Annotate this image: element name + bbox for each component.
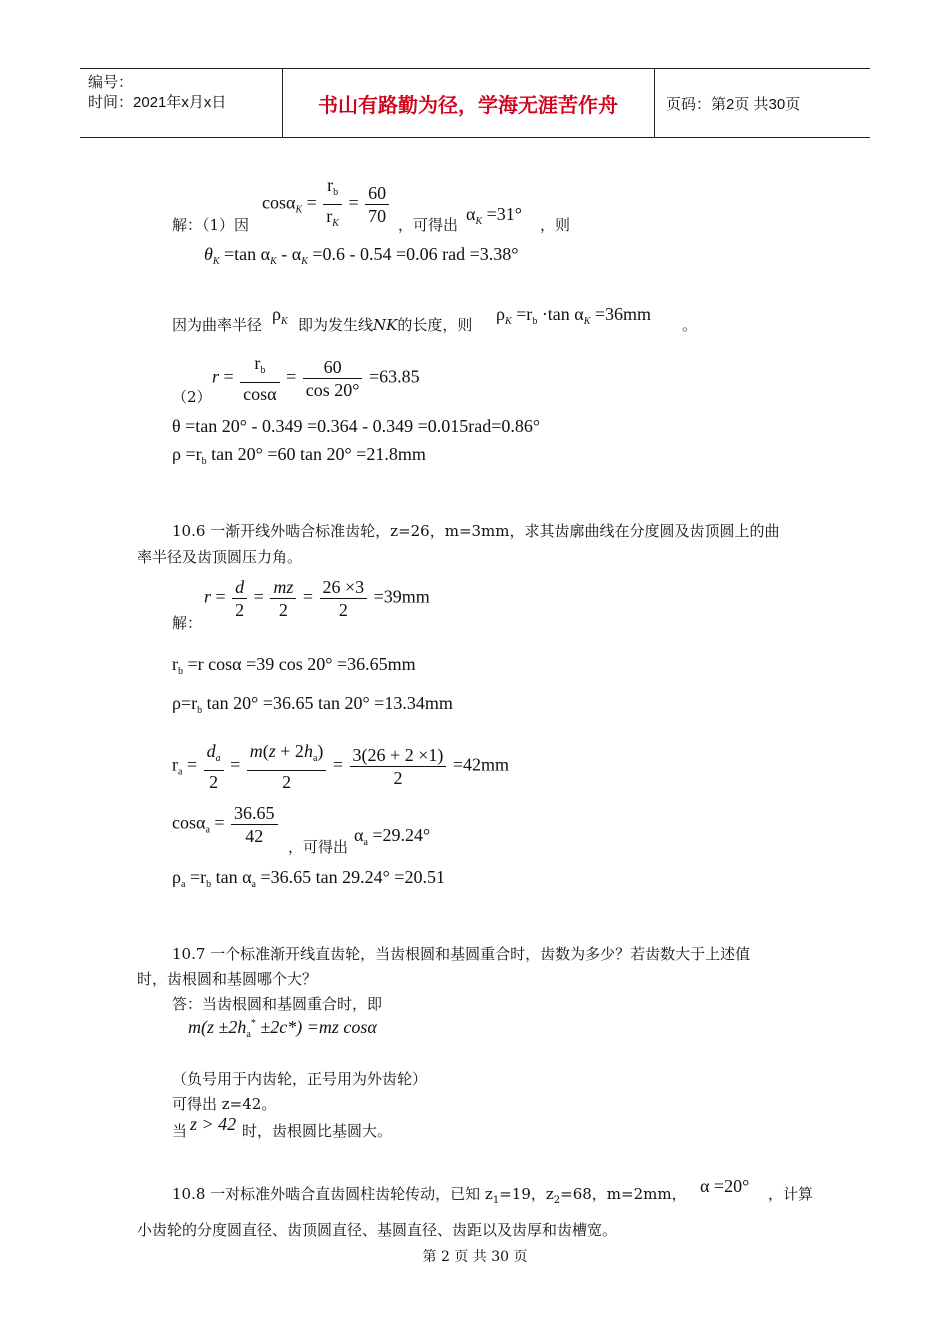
theta-formula: θ =tan 20° - 0.349 =0.364 - 0.349 =0.015rad=0.86° xyxy=(172,416,541,436)
period: 。 xyxy=(682,316,698,334)
rhoK-formula: $\rho_K =r_b \cdot\tan$ $\alpha_K =36mm$ xyxy=(496,304,652,327)
q108-calc: ，计算 xyxy=(768,1185,814,1203)
q106-rho-a-formula: $\rho_a =r_b$ $\tan \alpha_a =36.65$ tan 29.24° =20.51 xyxy=(172,867,445,890)
q106-cos-alpha-a: cosα$_a$ = $\frac{36.65}{42}$ xyxy=(172,802,280,847)
q106-ra-formula: $r_a$ = $\frac{d_a}{2}$ = $\frac{m(z + 2h_a)}{2}$ = $\frac{3(26 + 2 \times 1)}{2}$ =42mm xyxy=(172,741,509,792)
q107-when: 当 xyxy=(172,1122,188,1140)
page-footer: 第 2 页 共 30 页 xyxy=(422,1249,528,1265)
q106-solve-label: 解： xyxy=(172,614,203,632)
q106-can-get: ，可得出 xyxy=(288,838,349,856)
then-text: ，则 xyxy=(540,216,571,234)
q107-line1: 10.7 一个标准渐开线直齿轮，当齿根圆和基圆重合时，齿数为多少？若齿数大于上述值 xyxy=(172,945,751,963)
q107-line2: 时，齿根圆和基圆哪个大？ xyxy=(137,970,318,988)
solve1-label: 解：（1）因 xyxy=(172,216,250,234)
cos-alphaK-formula: cosα$_K$ = $\frac{r_b}{r_K}$ = $\frac{60}{70}$ xyxy=(262,174,391,235)
part2-label: （2） xyxy=(172,388,212,406)
header-divider xyxy=(654,69,655,137)
q106-r-formula: r = $\frac{d}{2}$ = $\frac{mz}{2}$ = $\frac{26 \times 3}{2}$ =39mm xyxy=(204,577,430,620)
rho-formula: $\rho =r_b$ tan 20° =60 tan 20° =21.8mm xyxy=(172,444,426,467)
header-motto: 书山有路勤为径，学海无涯苦作舟 xyxy=(318,93,618,117)
q107-conclusion: 时，齿根圆比基圆大。 xyxy=(242,1122,393,1140)
header-meta xyxy=(88,73,226,113)
q107-formula: $m(z \pm 2h_a^* \pm 2c*) =mz$ cosα xyxy=(188,1017,377,1040)
q107-condition: z > 42 xyxy=(190,1114,237,1134)
q106-rho-formula: $\rho=r_b$ tan 20° =36.65 tan 20° =13.34mm xyxy=(172,693,453,716)
time-label: 时间：2021年x月x日 xyxy=(88,94,227,111)
r-formula: r = $\frac{r_b}{\cos\alpha}$ = $\frac{60}{\cos 20^\circ}$ =63.85 xyxy=(212,353,420,404)
theta-K-formula: $\theta_K =\tan$ $\alpha_K - \alpha_K =0.6 - 0.54 =0.06$ rad =3.38° xyxy=(204,244,519,267)
header-page-info: 页码：第2页 共30页 xyxy=(666,96,801,113)
q108-line1: 10.8 一对标准外啮合直齿圆柱齿轮传动，已知 $z_1=19$，$z_2=68$，m=2mm， xyxy=(172,1185,687,1206)
alphaK-value: $\alpha_K =31^\circ$ xyxy=(466,204,522,227)
q106-line1: 10.6 一渐开线外啮合标准齿轮，z=26，m=3mm，求其齿廓曲线在分度圆及齿顶圆上的曲 xyxy=(172,522,780,540)
q108-alpha: α =20° xyxy=(700,1176,750,1196)
rhoK-symbol: $\rho_K$ xyxy=(272,304,288,327)
q106-rb-formula: $r_b =r$ cosα =39 cos 20° =36.65mm xyxy=(172,654,416,677)
q107-result: 可得出 z=42。 xyxy=(172,1095,277,1113)
q107-answer: 答：当齿根圆和基圆重合时，即 xyxy=(172,995,383,1013)
q106-line2: 率半径及齿顶圆压力角。 xyxy=(137,548,303,566)
rho-text-a: 因为曲率半径 xyxy=(172,316,263,334)
q107-note: （负号用于内齿轮，正号用为外齿轮） xyxy=(172,1070,428,1088)
rho-text-b: 即为发生线NK的长度，则 xyxy=(298,316,473,334)
number-label: 编号： xyxy=(88,74,134,91)
q106-alpha-a-value: $\alpha_a =29.24^\circ$ xyxy=(354,825,431,848)
can-get-text: ，可得出 xyxy=(398,216,459,234)
q108-line2: 小齿轮的分度圆直径、齿顶圆直径、基圆直径、齿距以及齿厚和齿槽宽。 xyxy=(137,1221,618,1239)
page-header xyxy=(80,68,870,138)
